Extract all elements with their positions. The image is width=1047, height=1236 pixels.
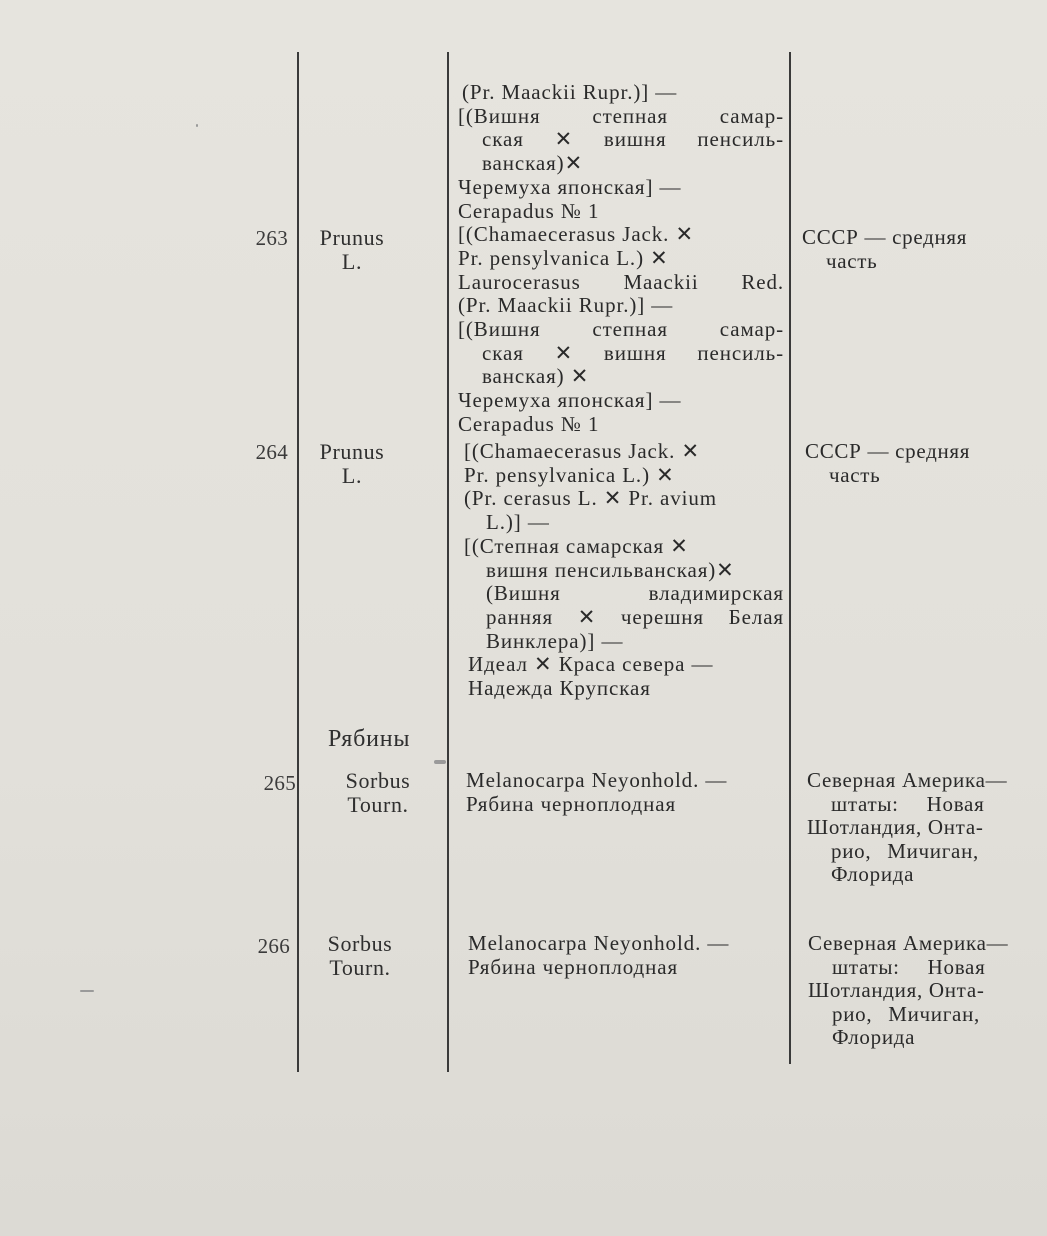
region-text [807,769,1047,887]
region-line: штаты: Новая [831,791,985,816]
desc-line: ская ✕ вишня пенсиль- [482,340,784,365]
region-text [808,932,1047,1050]
region-line: СССР — средняя [802,225,968,249]
desc-line: (Вишня владимирская [486,581,784,606]
column-rule-left [297,52,299,1072]
desc-line: L.)] — [486,510,550,535]
desc-line: Melanocarpa Neyonhold. — [468,931,730,955]
print-speck [80,990,94,992]
region-line: рио, Мичиган, [832,1001,980,1026]
desc-line: Pr. pensylvanica L.) ✕ [464,462,675,487]
genus-line: Sorbus [345,768,411,793]
desc-line: Laurocerasus Maackii Red. [458,269,784,294]
row-number: 266 [257,934,290,958]
desc-line: [(Chamaecerasus Jack. ✕ [458,222,694,247]
region-text [802,226,1042,273]
desc-line: Идеал ✕ Краса севера — [468,652,714,677]
region-line: Флорида [831,862,915,886]
genus-name [290,932,430,980]
desc-line: ванская) ✕ [482,364,590,389]
desc-line: [(Степная самарская ✕ [464,533,689,558]
genus-line: L. [341,249,363,274]
desc-line: Черемуха японская] — [458,388,682,413]
desc-line: [(Вишня степная самар- [458,103,784,128]
desc-line: Рябина черноплодная [468,954,679,979]
genus-line: L. [341,463,363,488]
desc-line: ванская)✕ [482,151,584,176]
desc-line: (Pr. Maackii Rupr.)] — [458,293,674,318]
region-text [805,440,1045,487]
desc-line: Черемуха японская] — [458,174,682,199]
desc-line: (Pr. cerasus L. ✕ Pr. avium [464,486,718,511]
cross-description [458,440,784,701]
region-line: Шотландия, Онта- [807,815,984,839]
column-rule-right [789,52,791,1064]
genus-line: Tourn. [329,955,391,980]
genus-name [282,226,422,274]
region-line: рио, Мичиган, [831,838,979,863]
desc-line: Cerapadus № 1 [458,411,600,436]
desc-line: Надежда Крупская [468,676,651,701]
desc-line: Cerapadus № 1 [458,198,600,223]
desc-line: Melanocarpa Neyonhold. — [466,768,728,792]
desc-line: вишня пенсильванская)✕ [486,557,735,582]
desc-line: Винклера)] — [486,628,624,653]
desc-line: [(Вишня степная самар- [458,317,784,342]
cross-description [466,769,792,816]
desc-line: [(Chamaecerasus Jack. ✕ [464,439,700,463]
print-speck [434,760,446,764]
desc-line: Рябина черноплодная [466,791,677,816]
desc-line: (Pr. Maackii Rupr.)] — [462,80,678,104]
cross-description [468,932,794,979]
row-number: 265 [263,771,296,795]
region-line: часть [829,462,881,487]
region-line: Северная Америка— [808,931,1009,955]
row-number: 263 [255,226,288,250]
desc-line: ранняя ✕ черешня Белая [486,604,784,629]
genus-line: Sorbus [327,931,393,956]
region-line: Флорида [832,1025,916,1049]
region-line: штаты: Новая [832,954,986,979]
desc-line: Pr. pensylvanica L.) ✕ [458,245,669,270]
region-line: часть [826,248,878,273]
section-heading: Рябины [328,726,411,752]
region-line: Северная Америка— [807,768,1008,792]
genus-line: Tourn. [347,792,409,817]
genus-name [282,440,422,488]
print-speck [196,124,198,127]
genus-line: Prunus [319,225,385,250]
desc-line: ская ✕ вишня пенсиль- [482,127,784,152]
row-number: 264 [255,440,288,464]
column-rule-middle [447,52,449,1072]
genus-name [308,769,448,817]
cross-description [458,81,784,437]
region-line: СССР — средняя [805,439,971,463]
region-line: Шотландия, Онта- [808,978,985,1002]
genus-line: Prunus [319,439,385,464]
